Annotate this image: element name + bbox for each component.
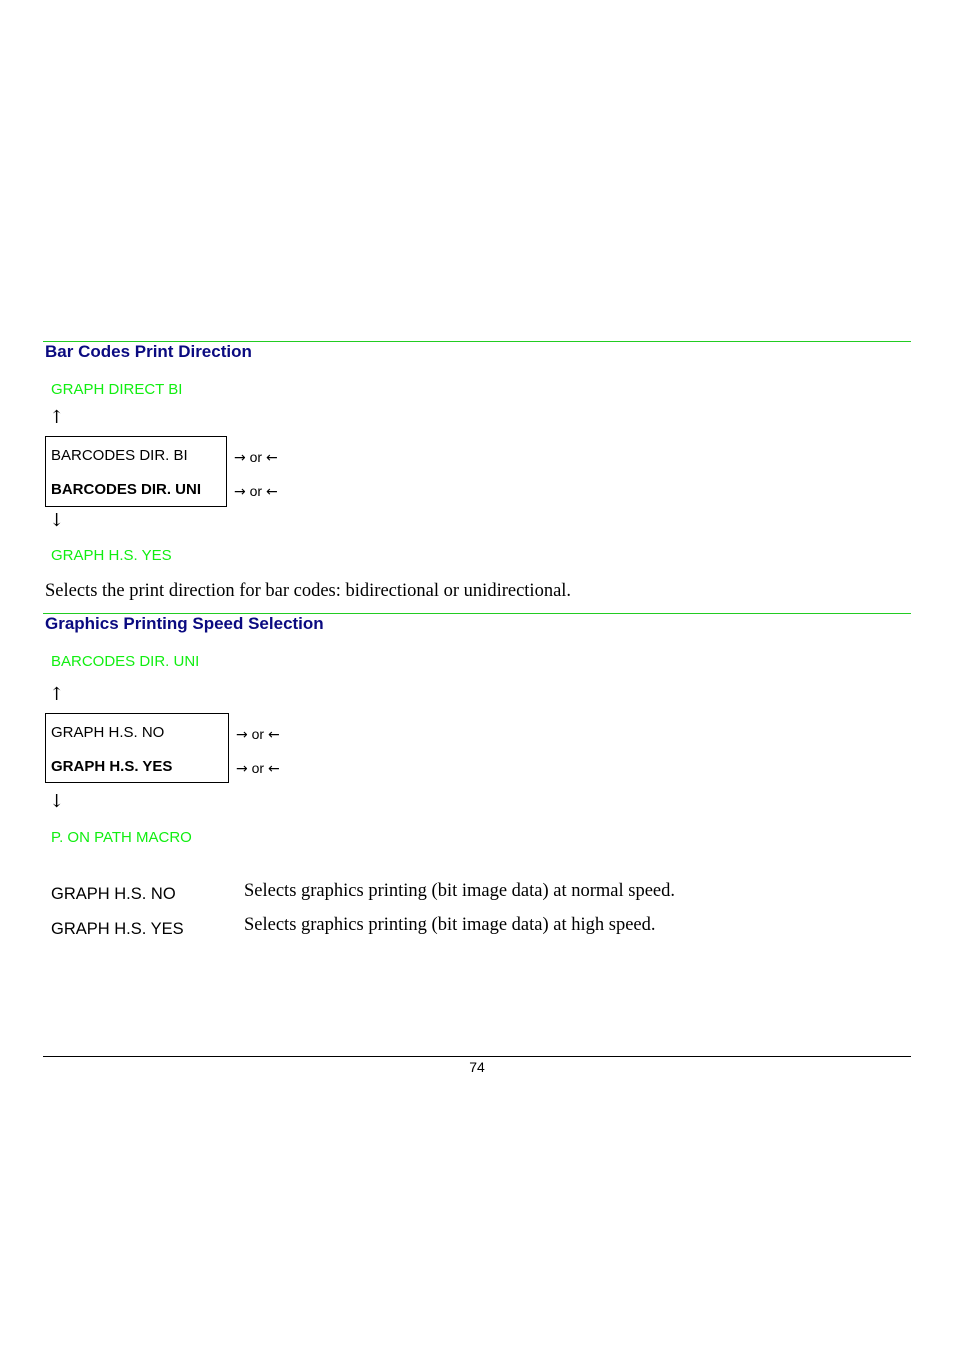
nav-hint-or: or [249,449,263,465]
right-arrow-icon: → [236,727,248,743]
definition-description: Selects graphics printing (bit image data) at high speed. [244,915,656,935]
footer-divider [43,1056,911,1057]
option-box [45,436,227,507]
left-arrow-icon: ← [265,484,278,500]
up-arrow-icon: ↑ [49,407,65,428]
nav-hint [234,449,278,466]
option-box [45,713,229,783]
next-menu-item: GRAPH H.S. YES [51,547,172,564]
option-graph-hs-yes: GRAPH H.S. YES [51,758,173,775]
right-arrow-icon: → [236,761,248,777]
nav-hint-or: or [249,483,263,499]
section-heading: Graphics Printing Speed Selection [45,614,324,633]
down-arrow-icon: ↓ [49,791,65,812]
section-heading: Bar Codes Print Direction [45,342,252,361]
left-arrow-icon: ← [265,450,278,466]
nav-hint-or: or [251,760,265,776]
page-number: 74 [469,1059,485,1075]
down-arrow-icon: ↓ [49,510,65,531]
previous-menu-item: GRAPH DIRECT BI [51,381,183,398]
option-graph-hs-no: GRAPH H.S. NO [51,724,165,741]
nav-hint [234,483,278,500]
section-description: Selects the print direction for bar codes: bidirectional or unidirectional. [45,581,572,601]
nav-hint-or: or [251,726,265,742]
option-barcodes-dir-uni: BARCODES DIR. UNI [51,481,202,498]
up-arrow-icon: ↑ [49,684,65,705]
nav-hint [236,726,280,743]
definition-term: GRAPH H.S. NO [51,885,176,903]
definition-term: GRAPH H.S. YES [51,920,184,938]
right-arrow-icon: → [234,450,246,466]
left-arrow-icon: ← [267,761,280,777]
definition-description: Selects graphics printing (bit image data) at normal speed. [244,881,676,901]
previous-menu-item: BARCODES DIR. UNI [51,653,200,670]
nav-hint [236,760,280,777]
next-menu-item: P. ON PATH MACRO [51,829,192,846]
left-arrow-icon: ← [267,727,280,743]
right-arrow-icon: → [234,484,246,500]
option-barcodes-dir-bi: BARCODES DIR. BI [51,447,188,464]
